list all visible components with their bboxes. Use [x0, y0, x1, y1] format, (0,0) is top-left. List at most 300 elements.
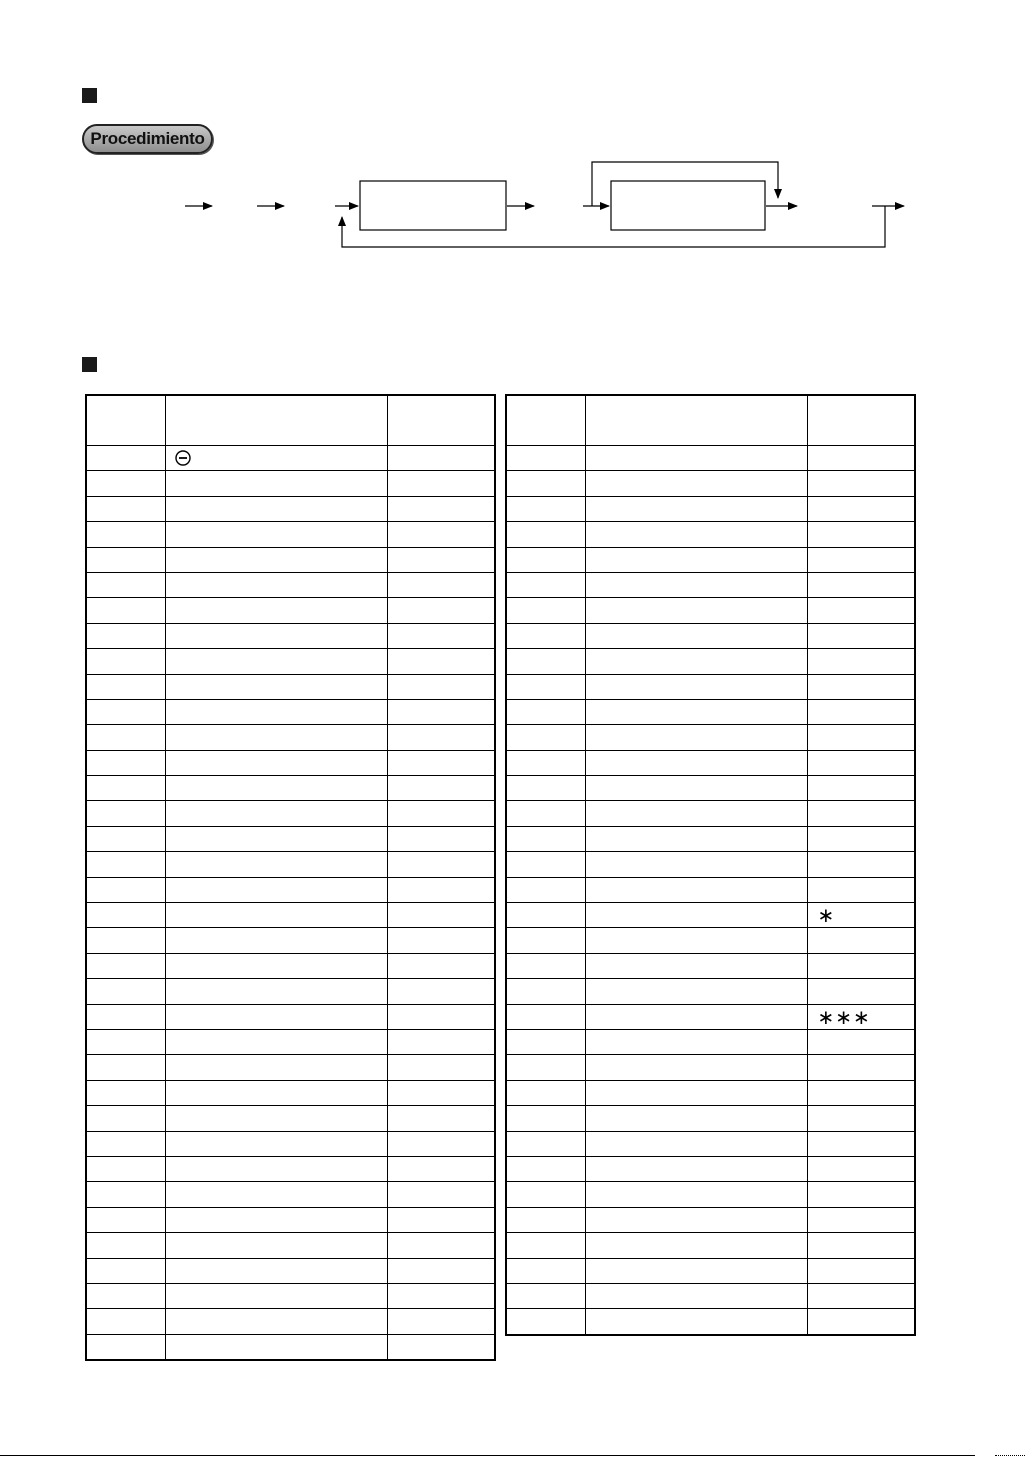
left-table-cell	[165, 1004, 387, 1029]
left-table-cell	[387, 1055, 495, 1080]
left-table-cell	[86, 1029, 165, 1054]
left-table-cell	[86, 877, 165, 902]
left-table-row	[86, 826, 495, 851]
footer-dots	[995, 1455, 1025, 1457]
left-table-cell	[165, 750, 387, 775]
left-table-cell	[165, 953, 387, 978]
right-table-row	[506, 1233, 915, 1258]
left-table-row	[86, 496, 495, 521]
right-table-cell	[807, 1106, 915, 1131]
left-table-cell	[387, 1258, 495, 1283]
left-table-cell	[165, 826, 387, 851]
right-table-row	[506, 1029, 915, 1054]
right-table-row	[506, 1156, 915, 1181]
left-table-cell	[165, 877, 387, 902]
flow-return-loop	[342, 206, 885, 247]
left-table-cell	[86, 750, 165, 775]
right-table-cell	[506, 826, 585, 851]
left-table-header-row	[86, 395, 495, 446]
left-table-cell	[387, 928, 495, 953]
right-table-row	[506, 1131, 915, 1156]
right-table-cell	[506, 1004, 585, 1029]
left-table-row	[86, 598, 495, 623]
left-table-cell	[387, 623, 495, 648]
right-table-cell	[506, 1029, 585, 1054]
left-table-cell	[86, 1156, 165, 1181]
right-table-row	[506, 826, 915, 851]
left-table-cell	[387, 1080, 495, 1105]
right-table-cell	[585, 801, 807, 826]
left-table-cell	[165, 1131, 387, 1156]
right-table-cell	[585, 1309, 807, 1335]
right-table-cell	[585, 649, 807, 674]
right-table-cell	[506, 776, 585, 801]
left-table-cell	[86, 699, 165, 724]
left-table-header-cell	[387, 395, 495, 446]
right-table-cell	[506, 1283, 585, 1308]
right-table-row	[506, 471, 915, 496]
left-table-cell	[387, 572, 495, 597]
left-table-cell	[86, 1258, 165, 1283]
left-table-header-cell	[165, 395, 387, 446]
flow-skip-loop	[592, 162, 778, 206]
left-table-row	[86, 1283, 495, 1308]
right-table-cell	[506, 750, 585, 775]
right-table-cell	[807, 649, 915, 674]
left-table-cell	[387, 826, 495, 851]
left-table-row	[86, 623, 495, 648]
left-table-cell	[165, 1334, 387, 1360]
right-table-cell	[807, 928, 915, 953]
right-table-cell	[506, 1055, 585, 1080]
left-table-cell	[86, 725, 165, 750]
right-table-cell	[506, 1131, 585, 1156]
left-table-cell	[86, 1283, 165, 1308]
left-table-cell	[387, 725, 495, 750]
left-table-cell	[165, 776, 387, 801]
right-table-header-cell	[585, 395, 807, 446]
left-table-cell	[387, 852, 495, 877]
left-table-cell	[86, 928, 165, 953]
right-table-cell	[506, 953, 585, 978]
left-table-row	[86, 1029, 495, 1054]
right-table-row	[506, 1207, 915, 1232]
right-table-cell	[506, 1182, 585, 1207]
right-table-cell	[807, 674, 915, 699]
right-table-cell	[585, 826, 807, 851]
right-table-cell	[807, 1283, 915, 1308]
left-table-cell	[387, 1156, 495, 1181]
right-table-cell	[585, 1055, 807, 1080]
left-table-row	[86, 471, 495, 496]
right-table-cell	[506, 1106, 585, 1131]
left-table-cell	[165, 1080, 387, 1105]
left-table-cell	[387, 1029, 495, 1054]
left-table-cell	[387, 598, 495, 623]
left-table-cell	[165, 979, 387, 1004]
left-table-cell	[387, 750, 495, 775]
right-table-cell	[585, 446, 807, 471]
left-table-cell	[387, 1182, 495, 1207]
right-table-cell	[585, 852, 807, 877]
right-table-row	[506, 1106, 915, 1131]
left-table-row	[86, 547, 495, 572]
right-table-cell	[506, 1233, 585, 1258]
left-table-cell	[387, 522, 495, 547]
right-table-cell	[807, 1233, 915, 1258]
right-table-cell	[807, 1055, 915, 1080]
right-table-cell	[585, 953, 807, 978]
left-table-cell	[86, 1334, 165, 1360]
right-table-row	[506, 1283, 915, 1308]
right-table-cell	[585, 1131, 807, 1156]
right-table-cell	[807, 877, 915, 902]
left-table-cell	[86, 1182, 165, 1207]
right-table-cell	[807, 699, 915, 724]
left-table-cell	[165, 801, 387, 826]
right-table-cell	[506, 522, 585, 547]
right-table-cell	[585, 1258, 807, 1283]
right-table-header-cell	[506, 395, 585, 446]
left-table-cell	[165, 1156, 387, 1181]
left-table-row	[86, 1131, 495, 1156]
left-table-cell	[86, 471, 165, 496]
right-table-cell	[585, 877, 807, 902]
left-table-cell	[165, 1283, 387, 1308]
left-table-cell	[387, 674, 495, 699]
right-table-cell	[807, 826, 915, 851]
left-table-cell	[387, 471, 495, 496]
left-table-cell	[387, 979, 495, 1004]
left-table-row	[86, 953, 495, 978]
left-table-cell	[86, 776, 165, 801]
footer-rule	[0, 1455, 975, 1456]
right-table-cell	[585, 471, 807, 496]
right-table-cell	[585, 1233, 807, 1258]
right-table-row	[506, 903, 915, 928]
right-table-cell	[807, 1156, 915, 1181]
minus-circle-icon	[174, 449, 192, 467]
left-table-cell	[86, 623, 165, 648]
right-table-cell	[585, 1207, 807, 1232]
right-table-cell	[506, 1207, 585, 1232]
right-table-row	[506, 776, 915, 801]
right-table-cell	[506, 649, 585, 674]
left-table-cell	[387, 776, 495, 801]
left-table-cell	[387, 801, 495, 826]
left-table-cell	[165, 572, 387, 597]
left-table-cell	[86, 801, 165, 826]
left-table-row	[86, 801, 495, 826]
left-table-cell	[387, 547, 495, 572]
right-table-cell	[506, 1258, 585, 1283]
right-table-cell	[807, 1309, 915, 1335]
right-table-row	[506, 953, 915, 978]
left-table-cell	[86, 953, 165, 978]
left-table-row	[86, 725, 495, 750]
right-table-cell	[807, 801, 915, 826]
right-table-cell	[585, 1080, 807, 1105]
section-marker-2	[82, 357, 97, 372]
right-table-row	[506, 1182, 915, 1207]
right-table-cell	[585, 1182, 807, 1207]
left-table-cell	[165, 623, 387, 648]
left-table-cell	[165, 928, 387, 953]
right-table-row	[506, 1309, 915, 1335]
right-table-cell	[585, 1029, 807, 1054]
left-table-cell	[165, 1233, 387, 1258]
right-table-cell	[506, 903, 585, 928]
left-table-row	[86, 649, 495, 674]
section-marker-1	[82, 88, 97, 103]
left-table-header-cell	[86, 395, 165, 446]
right-table-cell	[585, 1283, 807, 1308]
right-table-cell	[506, 446, 585, 471]
left-table-cell	[165, 725, 387, 750]
left-table-cell	[387, 877, 495, 902]
right-table-cell	[585, 750, 807, 775]
right-table-cell	[506, 572, 585, 597]
right-table-row	[506, 877, 915, 902]
left-table-cell	[86, 572, 165, 597]
left-table-cell	[387, 1106, 495, 1131]
right-table-cell	[506, 852, 585, 877]
left-settings-table	[85, 394, 496, 1361]
right-table-cell	[506, 623, 585, 648]
right-table-cell	[585, 522, 807, 547]
left-table-cell	[387, 1334, 495, 1360]
right-table-cell	[807, 623, 915, 648]
left-table-row	[86, 1156, 495, 1181]
left-table-cell	[86, 903, 165, 928]
right-table-cell	[585, 598, 807, 623]
right-table-cell	[807, 776, 915, 801]
right-table-row	[506, 1080, 915, 1105]
right-table-row	[506, 699, 915, 724]
left-table-cell	[165, 1029, 387, 1054]
flow-box-1	[360, 181, 506, 230]
right-table-cell	[585, 674, 807, 699]
left-table-cell	[387, 699, 495, 724]
right-table-cell	[585, 776, 807, 801]
left-table-cell	[165, 522, 387, 547]
right-table-cell	[506, 801, 585, 826]
left-table-cell	[86, 1106, 165, 1131]
right-table-cell	[506, 1080, 585, 1105]
right-table-cell	[585, 1106, 807, 1131]
left-table-cell	[165, 471, 387, 496]
right-table-cell	[807, 1029, 915, 1054]
right-table-cell	[506, 1156, 585, 1181]
left-table-row	[86, 1055, 495, 1080]
left-table-row	[86, 750, 495, 775]
left-table-cell	[165, 496, 387, 521]
right-settings-table	[505, 394, 916, 1336]
left-table-row	[86, 1309, 495, 1334]
left-table-cell	[387, 1004, 495, 1029]
left-table-row	[86, 1080, 495, 1105]
right-table-cell	[506, 928, 585, 953]
left-table-cell	[165, 1207, 387, 1232]
left-table-cell	[86, 852, 165, 877]
left-table-cell	[86, 674, 165, 699]
right-table-cell	[807, 1207, 915, 1232]
left-table-cell	[165, 1182, 387, 1207]
right-table-row	[506, 547, 915, 572]
left-table-row	[86, 674, 495, 699]
right-table-cell	[506, 598, 585, 623]
left-table-cell	[86, 826, 165, 851]
left-table-cell	[387, 1233, 495, 1258]
left-table-cell	[387, 1309, 495, 1334]
right-table-cell	[585, 496, 807, 521]
left-table-cell	[86, 496, 165, 521]
right-table-cell	[807, 1182, 915, 1207]
asterisk-mark: ∗	[817, 903, 836, 928]
left-table-cell	[86, 1004, 165, 1029]
right-table-cell	[807, 1131, 915, 1156]
left-table-cell	[86, 1207, 165, 1232]
right-table-cell	[807, 1004, 915, 1029]
left-table-row	[86, 1182, 495, 1207]
left-table-row	[86, 852, 495, 877]
asterisk-mark: ∗∗∗	[817, 1004, 871, 1029]
right-table-cell	[807, 1258, 915, 1283]
left-table-row	[86, 1106, 495, 1131]
right-table-cell	[807, 1080, 915, 1105]
right-table-cell	[506, 877, 585, 902]
left-table-cell	[387, 1131, 495, 1156]
right-table-row	[506, 496, 915, 521]
left-table-row	[86, 776, 495, 801]
right-table-cell	[807, 446, 915, 471]
left-table-row	[86, 1207, 495, 1232]
right-table-cell	[506, 674, 585, 699]
right-table-cell	[506, 699, 585, 724]
right-table-cell	[807, 979, 915, 1004]
right-table-cell	[506, 1309, 585, 1335]
right-table-row	[506, 928, 915, 953]
flow-box-2	[611, 181, 765, 230]
right-table-cell	[807, 547, 915, 572]
right-table-row	[506, 1004, 915, 1029]
right-table-row	[506, 446, 915, 471]
left-table-cell	[86, 1309, 165, 1334]
right-table-cell	[506, 979, 585, 1004]
right-table-row	[506, 979, 915, 1004]
left-table-cell	[86, 649, 165, 674]
left-table-cell	[165, 699, 387, 724]
right-table-cell	[585, 725, 807, 750]
right-table-cell	[807, 725, 915, 750]
left-table-cell	[86, 1055, 165, 1080]
left-table-cell	[387, 496, 495, 521]
right-table-cell	[585, 979, 807, 1004]
right-table-row	[506, 801, 915, 826]
left-table-cell	[387, 1207, 495, 1232]
right-table-row	[506, 623, 915, 648]
right-table-row	[506, 1258, 915, 1283]
right-table-row	[506, 522, 915, 547]
left-table-row	[86, 522, 495, 547]
left-table-row	[86, 1258, 495, 1283]
right-table-row	[506, 649, 915, 674]
right-table-row	[506, 598, 915, 623]
left-table-cell	[86, 1131, 165, 1156]
left-table-cell	[165, 649, 387, 674]
left-table-cell	[86, 1233, 165, 1258]
left-table-cell	[165, 852, 387, 877]
right-table-cell	[807, 750, 915, 775]
right-table-cell	[585, 928, 807, 953]
left-table-row	[86, 1004, 495, 1029]
left-table-cell	[165, 598, 387, 623]
right-table-row	[506, 674, 915, 699]
right-table-cell	[585, 572, 807, 597]
right-table-cell	[807, 953, 915, 978]
right-table-header-cell	[807, 395, 915, 446]
right-table-header-row	[506, 395, 915, 446]
right-table-cell	[807, 471, 915, 496]
right-table-cell	[585, 903, 807, 928]
left-table-row	[86, 877, 495, 902]
left-table-cell	[86, 522, 165, 547]
right-table-cell	[585, 1004, 807, 1029]
left-table-cell	[165, 674, 387, 699]
right-table-cell	[807, 522, 915, 547]
left-table-row	[86, 979, 495, 1004]
left-table-row	[86, 1233, 495, 1258]
left-table-cell	[86, 1080, 165, 1105]
right-table-row	[506, 725, 915, 750]
left-table-cell	[387, 446, 495, 471]
procedure-flow-diagram	[0, 150, 1033, 260]
left-table-row	[86, 446, 495, 471]
left-table-cell	[86, 446, 165, 471]
left-table-cell	[165, 1309, 387, 1334]
left-table-cell	[86, 979, 165, 1004]
right-table-cell	[585, 1156, 807, 1181]
left-table-row	[86, 903, 495, 928]
right-table-cell	[585, 547, 807, 572]
right-table-cell	[506, 725, 585, 750]
left-table-cell	[165, 547, 387, 572]
right-table-cell	[807, 496, 915, 521]
right-table-cell	[807, 598, 915, 623]
left-table-cell	[165, 1258, 387, 1283]
left-table-cell	[387, 649, 495, 674]
right-table-cell	[807, 572, 915, 597]
left-table-cell	[86, 547, 165, 572]
left-table-cell	[165, 903, 387, 928]
left-table-cell	[165, 446, 387, 471]
right-table-cell	[506, 547, 585, 572]
right-table-cell	[585, 699, 807, 724]
right-table-cell	[807, 903, 915, 928]
right-table-cell	[506, 471, 585, 496]
left-table-cell	[165, 1055, 387, 1080]
right-table-row	[506, 852, 915, 877]
left-table-row	[86, 1334, 495, 1360]
procedure-badge: Procedimiento	[82, 124, 213, 154]
left-table-cell	[387, 953, 495, 978]
left-table-cell	[387, 1283, 495, 1308]
left-table-cell	[86, 598, 165, 623]
left-table-row	[86, 572, 495, 597]
right-table-cell	[807, 852, 915, 877]
right-table-row	[506, 750, 915, 775]
right-table-row	[506, 572, 915, 597]
